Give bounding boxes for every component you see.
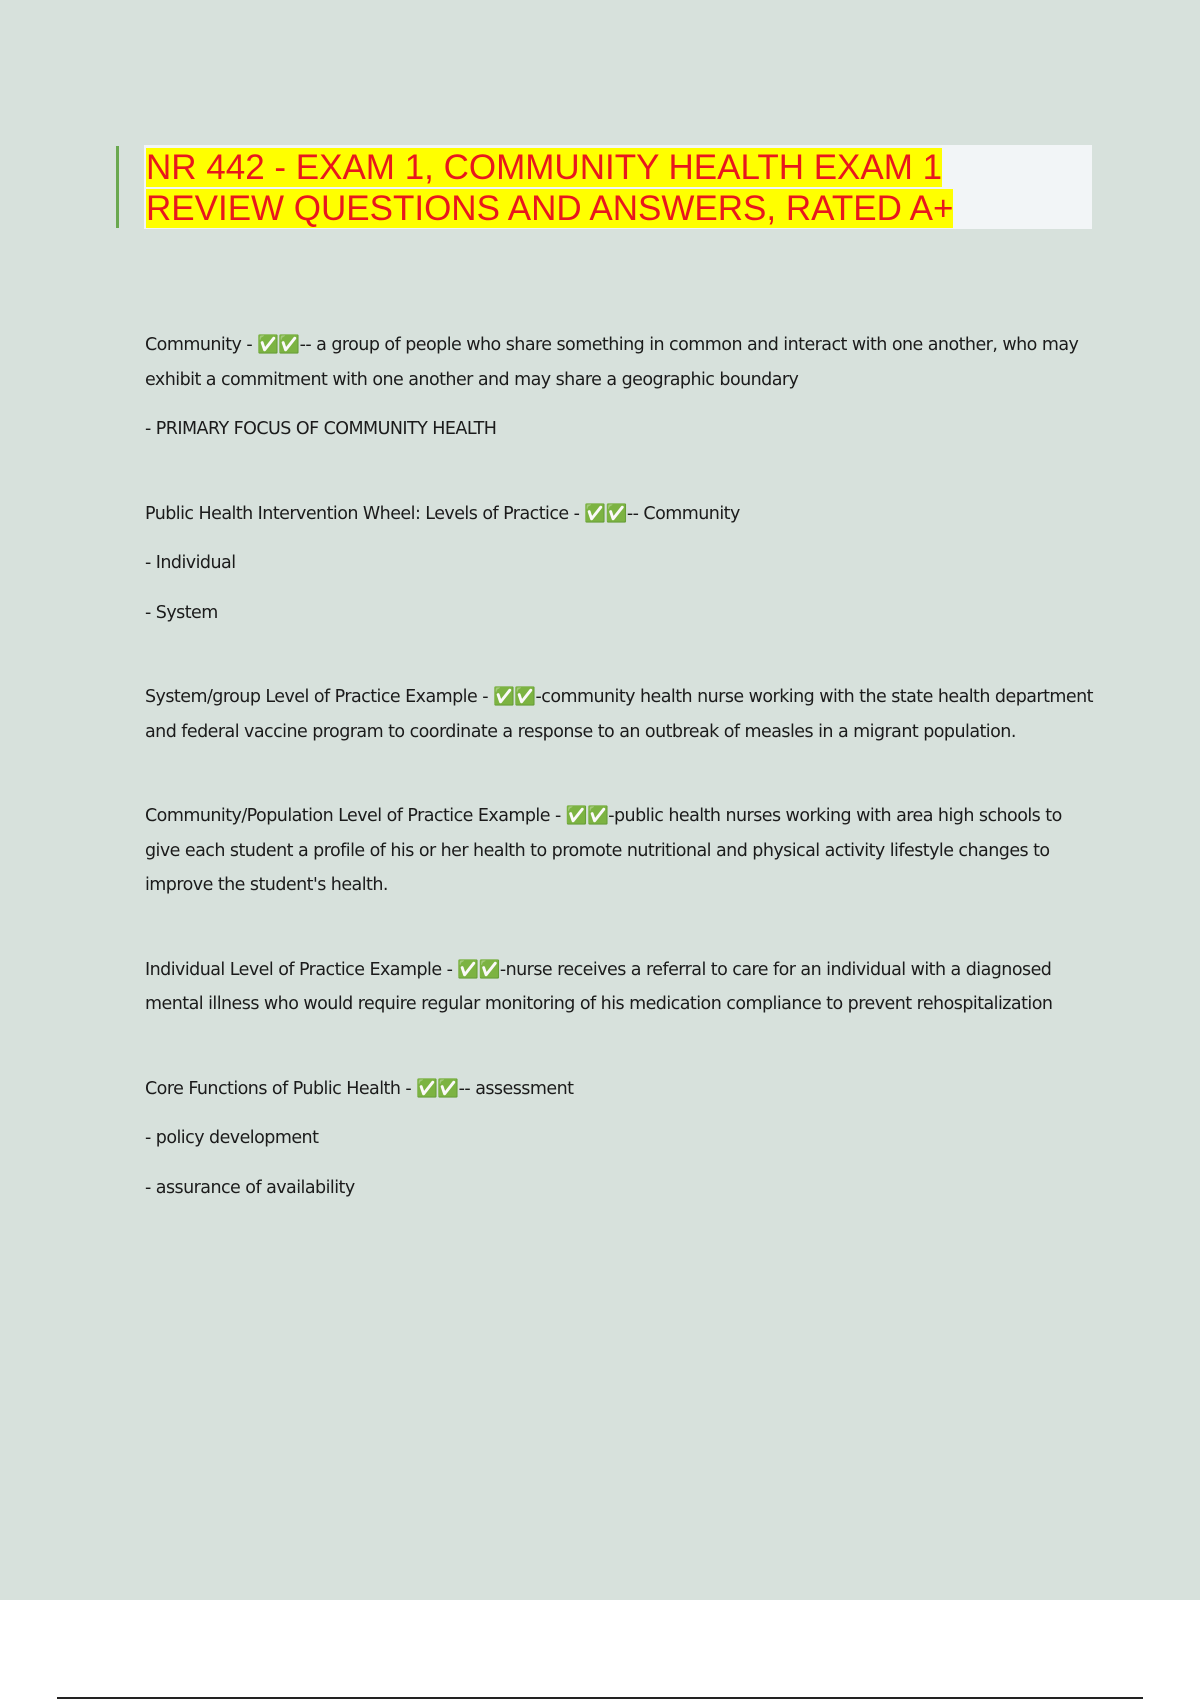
flashcard-entry: [145, 328, 1095, 447]
flashcard-entry: [145, 953, 1095, 1022]
flashcard-entry: [145, 799, 1095, 903]
flashcard-entry: [145, 497, 1095, 631]
entry-text: Community - ✅✅-- a group of people who share something in common and interact with one another, who may exhibit a commitment with one another and may share a geographic boundary: [145, 335, 1079, 390]
entry-text: Core Functions of Public Health - ✅✅-- assessment: [145, 1078, 574, 1099]
flashcard-entry: [145, 680, 1095, 749]
document-body: [145, 328, 1095, 1255]
entry-list-item: - PRIMARY FOCUS OF COMMUNITY HEALTH: [145, 419, 497, 439]
entry-list-item: - policy development: [145, 1128, 319, 1148]
flashcard-entry: [145, 1072, 1095, 1206]
entry-list-item: - Individual: [145, 553, 236, 573]
document-title: [146, 147, 1066, 229]
title-accent-bar: [116, 146, 119, 228]
title-highlight: NR 442 - EXAM 1, COMMUNITY HEALTH EXAM 1 REVIEW QUESTIONS AND ANSWERS, RATED A+: [146, 148, 954, 228]
entry-text: Individual Level of Practice Example - ✅✅-nurse receives a referral to care for an individual with a diagnosed mental illness who would require regular monitoring of his medication compliance to prevent rehospitalization: [145, 959, 1053, 1014]
entry-text: System/group Level of Practice Example - ✅✅-community health nurse working with the state health department and federal vaccine program to coordinate a response to an outbreak of measles in a migrant population.: [145, 687, 1093, 742]
entry-list-item: - assurance of availability: [145, 1177, 355, 1198]
entry-text: Public Health Intervention Wheel: Levels of Practice - ✅✅-- Community: [145, 503, 740, 524]
entry-list-item: - System: [145, 602, 218, 623]
entry-text: Community/Population Level of Practice Example - ✅✅-public health nurses working with area high schools to give each student a profile of his or her health to promote nutritional and physical activity lifestyle changes to improve the student's health.: [145, 806, 1062, 895]
footer-divider: [57, 1697, 1143, 1699]
